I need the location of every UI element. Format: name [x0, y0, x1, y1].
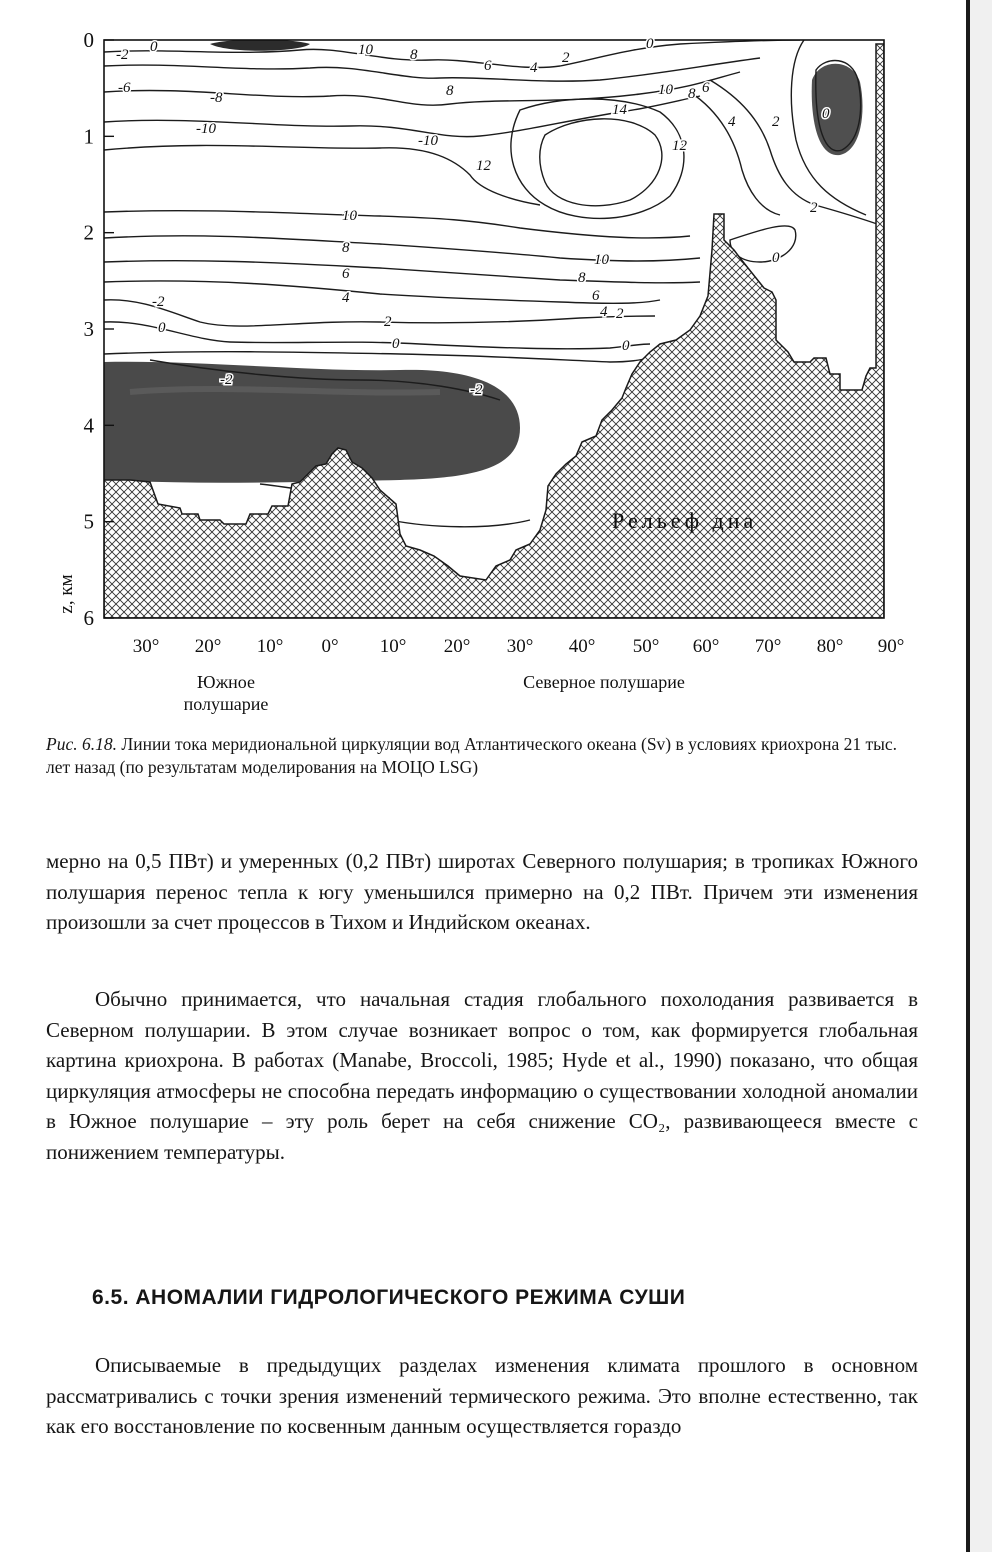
paragraph [46, 1350, 918, 1442]
plot-area [104, 40, 884, 619]
deep-cell-region [104, 362, 520, 483]
contour-value-label: 4 [728, 114, 736, 130]
y-tick-label: 3 [83, 317, 94, 341]
y-axis-label: z, км [56, 574, 77, 614]
contour-value-label: -2 [152, 294, 165, 310]
contour-value-label: 8 [446, 83, 454, 99]
contour-value-label: 10 [658, 82, 673, 98]
southern-hemisphere-label [184, 672, 269, 714]
contour-value-label: 2 [562, 50, 570, 66]
y-tick-label: 2 [83, 220, 94, 245]
contour-value-label: 6 [592, 288, 600, 304]
contour-value-label: 4 [342, 290, 350, 306]
contour-value-label: 0 [392, 336, 400, 352]
relief-label: Рельеф дна [612, 508, 758, 533]
contour-value-label: 14 [612, 102, 627, 118]
hemisphere-label-line: Южное [197, 672, 255, 692]
hemisphere-label-line: полушарие [183, 694, 269, 714]
contour-value-label: 10 [358, 42, 373, 58]
contour-value-label: 2 [772, 114, 780, 130]
caption-text: Линии тока меридиональной циркуляции вод Атлантического океана (Sv) в условиях криохрона 21 тыс. лет назад (по результатам моделирования на МОЦО LSG) [46, 734, 898, 777]
y-tick-label: 6 [83, 606, 94, 630]
bottom-relief [104, 44, 884, 618]
contour-value-label: -8 [210, 90, 223, 106]
contour-value-label: -6 [118, 80, 131, 96]
contour-value-label: 4 [530, 60, 538, 76]
contour-value-label: -2 [470, 382, 483, 398]
contour-value-label: 8 [342, 240, 350, 256]
contour-value-label: 4 [600, 304, 608, 320]
caption-label: Рис. 6.18. [46, 734, 117, 754]
x-axis-ticks [133, 636, 905, 657]
contour-value-label: 12 [672, 138, 687, 154]
circulation-figure [0, 0, 992, 725]
x-tick-label: 20° [443, 636, 471, 657]
contour-value-label: 0 [150, 39, 158, 55]
x-tick-label: 50° [632, 636, 660, 657]
contour-value-label: 0 [158, 320, 166, 336]
y-tick-label: 5 [83, 509, 94, 534]
contour-value-label: 2 [384, 314, 392, 330]
arctic-cell-region [812, 64, 863, 155]
contour-value-label: -2 [220, 372, 233, 388]
x-tick-label: 10° [379, 636, 407, 657]
northern-hemisphere-label: Северное полушарие [523, 672, 685, 692]
y-tick-label: 0 [83, 28, 94, 52]
section-heading: 6.5. АНОМАЛИИ ГИДРОЛОГИЧЕСКОГО РЕЖИМА СУШИ [92, 1286, 686, 1309]
contour-value-label: 0 [772, 250, 780, 266]
contour-value-label: 0 [646, 36, 654, 52]
contour-value-label: 6 [484, 58, 492, 74]
contour-value-label: -10 [196, 121, 216, 137]
paragraph-text: Обычно принимается, что начальная стадия глобального похолодания развивается в Северном полушарии. В этом случае возникает вопрос о том, как формируется глобальная картина криохрона. В работах (Manabe, Broccoli, 1985; Hyde et al., 1990) показано, что общая циркуляция атмосферы не способна передать информацию о существовании холодной аномалии в Южное полушарие – эту роль берет на себя снижение CO₂, развивающееся вместе с понижением температуры. [46, 987, 918, 1164]
contour-value-label: 8 [410, 47, 418, 63]
x-tick-label: 40° [568, 636, 596, 657]
contour-value-label: 12 [476, 158, 491, 174]
paragraph-text: мерно на 0,5 ПВт) и умеренных (0,2 ПВт) широтах Северного полушария; в тропиках Южного полушария перенос тепла к югу уменьшился примерно на 0,2 ПВт. Причем эти изменения произошли за счет процессов в Тихом и Индийском океанах. [46, 849, 918, 934]
x-tick-label: 10° [256, 636, 284, 657]
contour-value-label: 2 [616, 306, 624, 322]
contour-value-label: 8 [578, 270, 586, 286]
x-tick-label: 30° [132, 636, 160, 657]
x-tick-label: 20° [194, 636, 222, 657]
contour-value-label: 8 [688, 86, 696, 102]
figure-caption [46, 733, 921, 779]
x-tick-label: 30° [506, 636, 534, 657]
contour-value-label: 10 [342, 208, 357, 224]
contour-value-label: 10 [594, 252, 609, 268]
contour-value-label: -2 [116, 47, 129, 63]
contour-value-label: 0 [822, 106, 830, 122]
x-tick-label: 90° [877, 636, 905, 657]
contour-value-label: -10 [418, 133, 438, 149]
paragraph-text: Описываемые в предыдущих разделах изменения климата прошлого в основном рассматривались с точки зрения изменений термического режима. Это вполне естественно, так как его восстановление по косвенным данным осуществляется гораздо [46, 1353, 918, 1438]
y-tick-label: 1 [83, 124, 94, 149]
x-tick-label: 0° [321, 636, 339, 657]
contour-value-label: 2 [810, 200, 818, 216]
x-tick-label: 60° [692, 636, 720, 657]
contour-value-label: 6 [342, 266, 350, 282]
paragraph [46, 984, 918, 1167]
contour-value-label: 0 [622, 338, 630, 354]
surface-cell-region [210, 40, 310, 51]
y-tick-label: 4 [83, 413, 94, 438]
x-tick-label: 70° [754, 636, 782, 657]
paragraph-continuation [46, 846, 918, 938]
contour-value-label: 6 [702, 80, 710, 96]
x-tick-label: 80° [816, 636, 844, 657]
